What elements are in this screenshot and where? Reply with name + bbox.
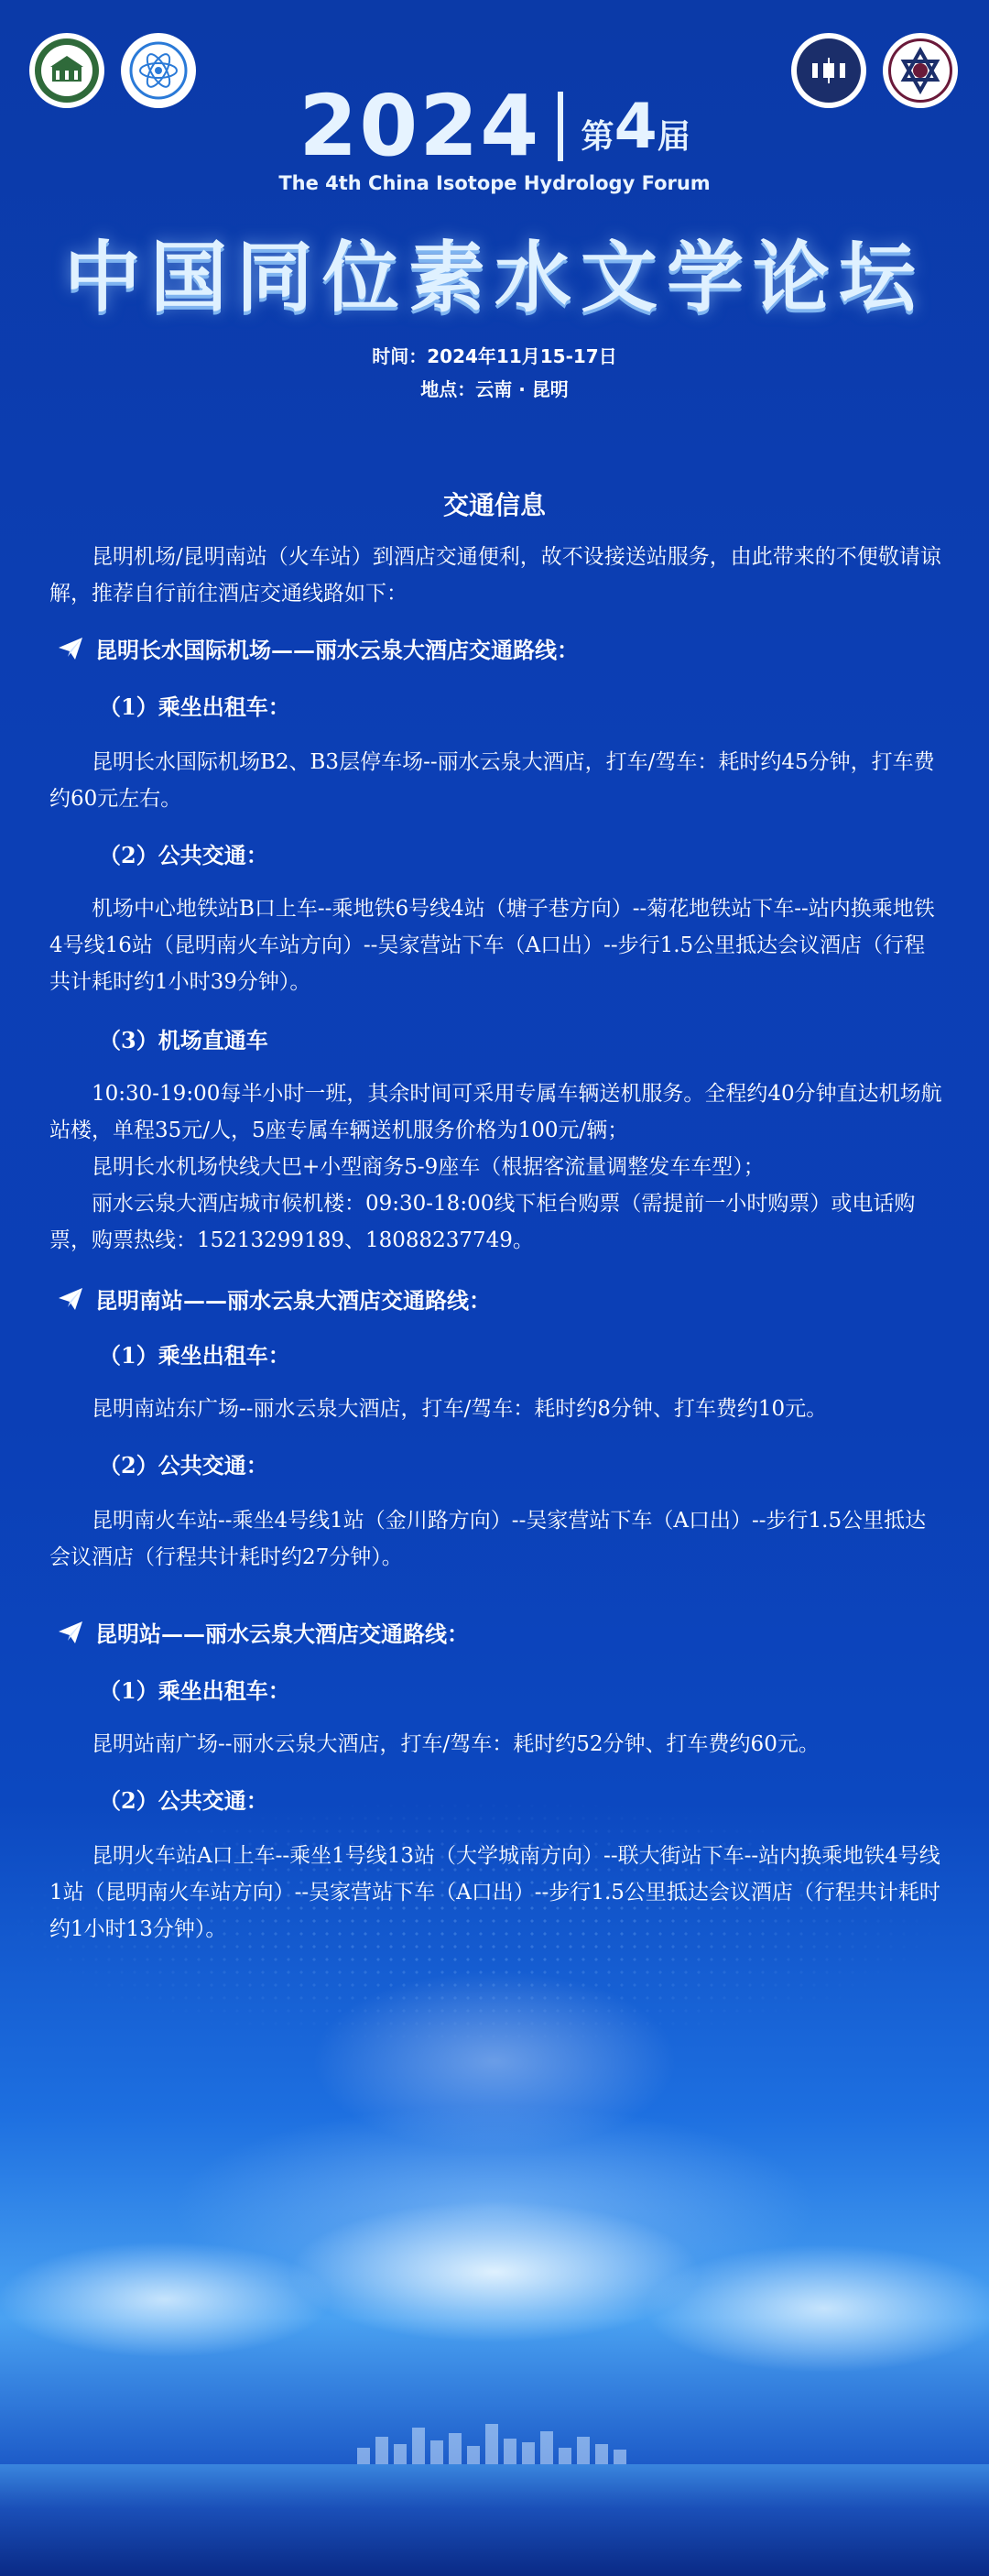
edition-prefix: 第 (581, 117, 614, 156)
light-glow-decoration (311, 1970, 678, 2153)
route-paragraph: 昆明火车站A口上车--乘坐1号线13站（大学城南方向）--联大街站下车--站内换乘地铁4号线1站（昆明南火车站方向）--吴家营站下车（A口出）--步行1.5公里抵达会议酒店（行程共计耗时约1小时13分钟）。 (49, 1844, 940, 1941)
event-place: 地点：云南 · 昆明 (420, 378, 569, 400)
route-title-airport (57, 632, 579, 664)
route-paragraph: 昆明南站东广场--丽水云泉大酒店，打车/驾车：耗时约8分钟、打车费约10元。 (92, 1397, 828, 1421)
intro-paragraph: 昆明机场/昆明南站（火车站）到酒店交通便利，故不设接送站服务，由此带来的不便敬请谅解，推荐自行前往酒店交通线路如下： (49, 545, 941, 606)
edition-suffix: 届 (657, 117, 690, 156)
route-paragraph: 昆明长水国际机场B2、B3层停车场--丽水云泉大酒店，打车/驾车：耗时约45分钟，打车费约60元左右。 (49, 750, 935, 811)
event-year: 2024 (299, 77, 541, 175)
event-time: 时间：2024年11月15-17日 (372, 345, 617, 367)
edition-number: 4 (614, 90, 658, 163)
paper-plane-icon (57, 1285, 84, 1313)
route-paragraph: 昆明长水机场快线大巴+小型商务5-9座车（根据客流量调整发车车型）； (92, 1155, 765, 1179)
subsection-label: （1）乘坐出租车： (99, 1677, 290, 1704)
paper-plane-icon (57, 1619, 84, 1646)
route-paragraph: 机场中心地铁站B口上车--乘地铁6号线4站（塘子巷方向）--菊花地铁站下车--站内换乘地铁4号线16站（昆明南火车站方向）--吴家营站下车（A口出）--步行1.5公里抵达会议酒店（行程共计耗时约1小时39分钟）。 (49, 897, 935, 994)
route-title-south-station (57, 1283, 491, 1315)
subsection-label: （1）乘坐出租车： (99, 693, 290, 720)
subsection-label: （1）乘坐出租车： (99, 1342, 290, 1369)
route-paragraph: 10:30-19:00每半小时一班，其余时间可采用专属车辆送机服务。全程约40分钟直达机场航站楼，单程35元/人，5座专属车辆送机服务价格为100元/辆； (49, 1082, 942, 1142)
subsection-label: （2）公共交通： (99, 842, 268, 868)
route-title-text: 昆明站——丽水云泉大酒店交通路线： (95, 1621, 469, 1647)
separator-bar (558, 92, 563, 161)
section-heading: 交通信息 (442, 490, 546, 520)
subsection-label: （3）机场直通车 (99, 1027, 268, 1053)
edition-label (581, 91, 690, 163)
route-paragraph: 丽水云泉大酒店城市候机楼：09:30-18:00线下柜台购票（需提前一小时购票）或电话购票，购票热线：15213299189、18088237749。 (49, 1192, 916, 1252)
subsection-label: （2）公共交通： (99, 1787, 268, 1814)
route-paragraph: 昆明南火车站--乘坐4号线1站（金川路方向）--吴家营站下车（A口出）--步行1.5公里抵达会议酒店（行程共计耗时约27分钟）。 (49, 1509, 927, 1569)
year-edition-row (0, 77, 989, 175)
city-skyline-decoration (357, 2418, 650, 2464)
route-paragraph: 昆明站南广场--丽水云泉大酒店，打车/驾车：耗时约52分钟、打车费约60元。 (92, 1732, 820, 1756)
route-title-kunming-station (57, 1616, 469, 1648)
route-title-text: 昆明南站——丽水云泉大酒店交通路线： (95, 1287, 491, 1314)
paper-plane-icon (57, 635, 84, 662)
subsection-label: （2）公共交通： (99, 1452, 268, 1479)
english-subtitle: The 4th China Isotope Hydrology Forum (278, 172, 711, 194)
water-decoration (0, 2464, 989, 2576)
route-title-text: 昆明长水国际机场——丽水云泉大酒店交通路线： (95, 637, 579, 663)
page-title: 中国同位素水文学论坛 (63, 233, 925, 322)
